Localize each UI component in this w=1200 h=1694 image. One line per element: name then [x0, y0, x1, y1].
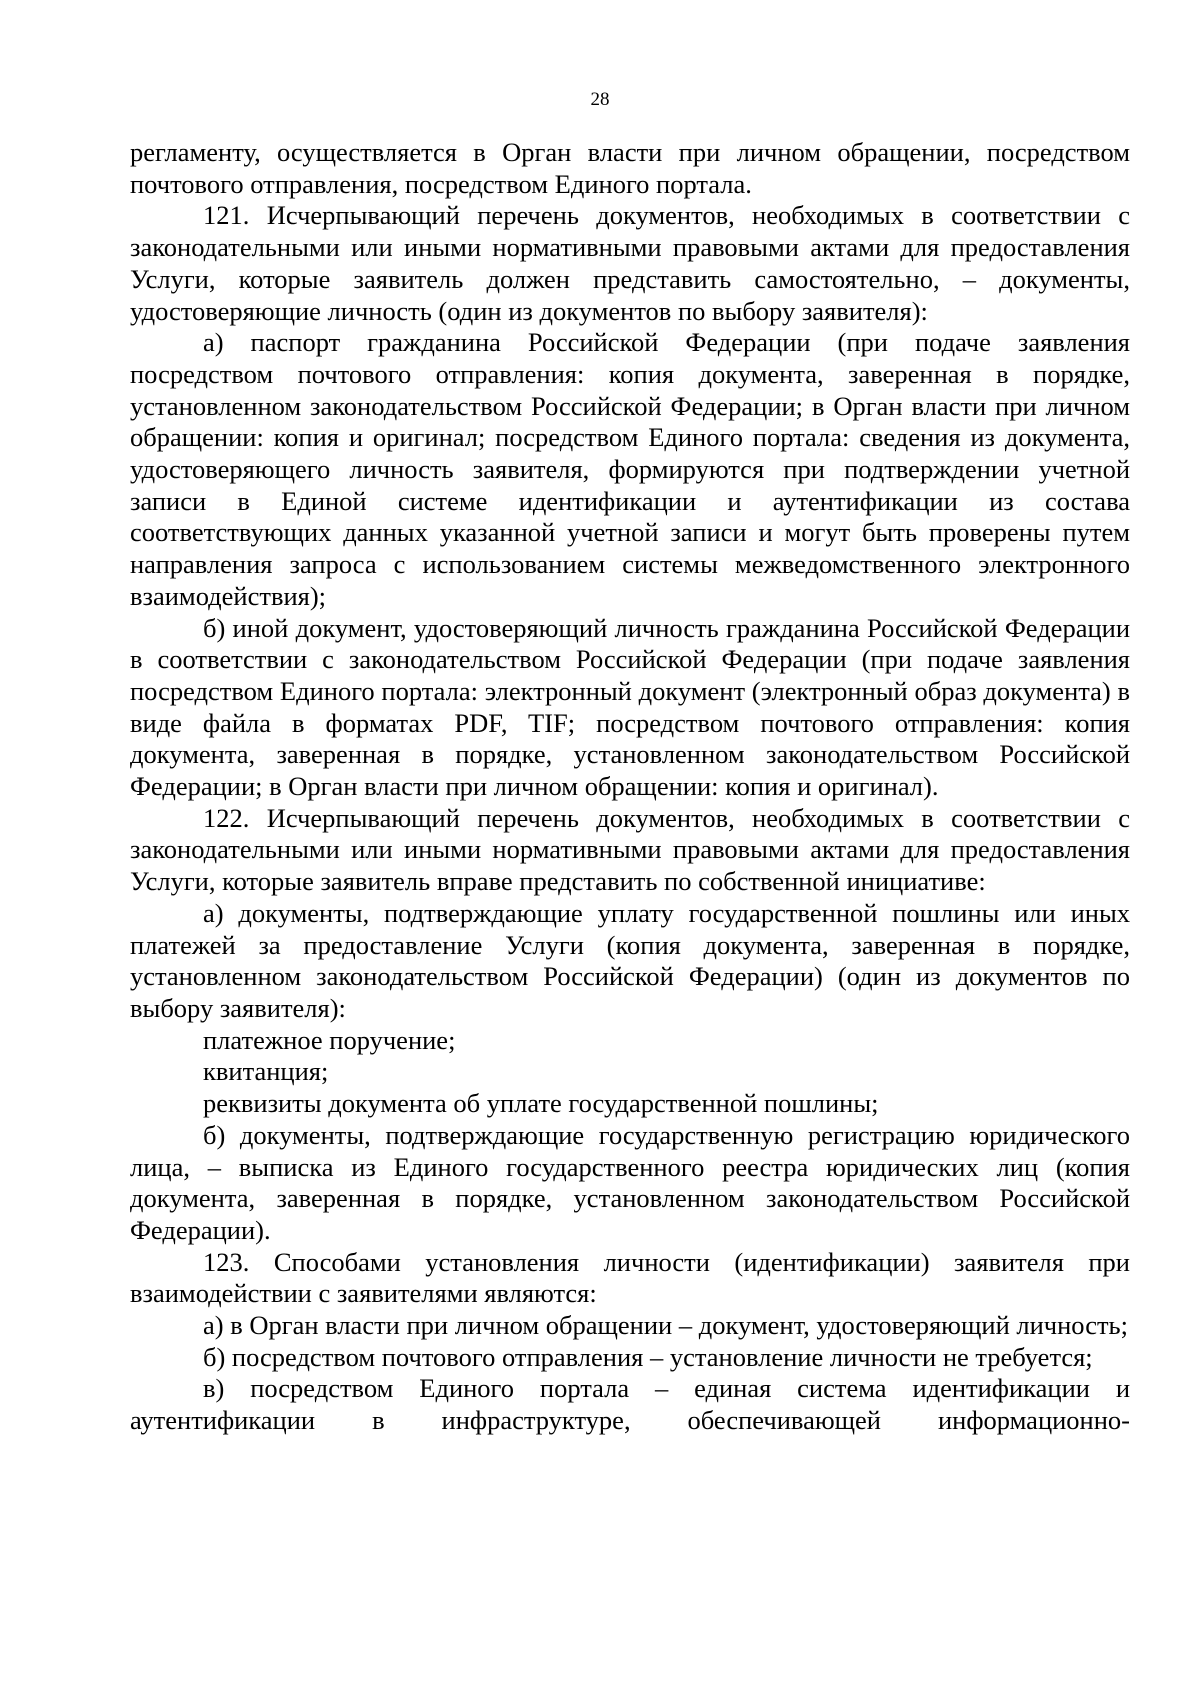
paragraph: квитанция; [203, 1056, 329, 1087]
paragraph: в) посредством Единого портала – единая система идентификации и аутентификации в инфраструктуре, обеспечивающей информационно- [130, 1373, 1130, 1436]
paragraph: б) документы, подтверждающие государственную регистрацию юридического лица, – выписка из Единого государственного реестра юридических лиц (копия документа, заверенная в порядке, установленном законодательством Российской Федерации). [130, 1119, 1130, 1245]
page-number: 28 [590, 89, 610, 110]
paragraph: а) паспорт гражданина Российской Федерации (при подаче заявления посредством почтового отправления: копия документа, заверенная в порядке, установленном законодательством Российской Федерации; в Орган власти при личном обращении: копия и оригинал; посредством Единого портала: сведения из документа, удостоверяющего личность заявителя, формируются при подтверждении учетной записи в Единой системе идентификации и аутентификации из состава соответствующих данных указанной учетной записи и могут быть проверены путем направления запроса с использованием системы межведомственного электронного взаимодействия); [130, 327, 1130, 611]
paragraph: платежное поручение; [203, 1024, 456, 1055]
paragraph: а) в Орган власти при личном обращении – документ, удостоверяющий личность; [203, 1310, 1128, 1341]
paragraph: б) иной документ, удостоверяющий личность гражданина Российской Федерации в соответствии с законодательством Российской Федерации (при подаче заявления посредством Единого портала: электронный документ (электронный образ документа) в виде файла в форматах PDF, TIF; посредством почтового отправления: копия документа, заверенная в порядке, установленном законодательством Российской Федерации; в Орган власти при личном обращении: копия и оригинал). [130, 612, 1130, 802]
paragraph: 123. Способами установления личности (идентификации) заявителя при взаимодействии с заявителями являются: [130, 1246, 1130, 1309]
paragraph: а) документы, подтверждающие уплату государственной пошлины или иных платежей за предоставление Услуги (копия документа, заверенная в порядке, установленном законодательством Российской Федерации) (один из документов по выбору заявителя): [130, 897, 1130, 1023]
document-body [130, 137, 1130, 1437]
paragraph: 121. Исчерпывающий перечень документов, необходимых в соответствии с законодательными или иными нормативными правовыми актами для предоставления Услуги, которые заявитель должен представить самостоятельно, – документы, удостоверяющие личность (один из документов по выбору заявителя): [130, 200, 1130, 326]
paragraph: 122. Исчерпывающий перечень документов, необходимых в соответствии с законодательными или иными нормативными правовыми актами для предоставления Услуги, которые заявитель вправе представить по собственной инициативе: [130, 802, 1130, 897]
paragraph: реквизиты документа об уплате государственной пошлины; [203, 1088, 879, 1119]
paragraph: б) посредством почтового отправления – установление личности не требуется; [203, 1341, 1093, 1372]
paragraph: регламенту, осуществляется в Орган власти при личном обращении, посредством почтового отправления, посредством Единого портала. [130, 137, 1130, 199]
